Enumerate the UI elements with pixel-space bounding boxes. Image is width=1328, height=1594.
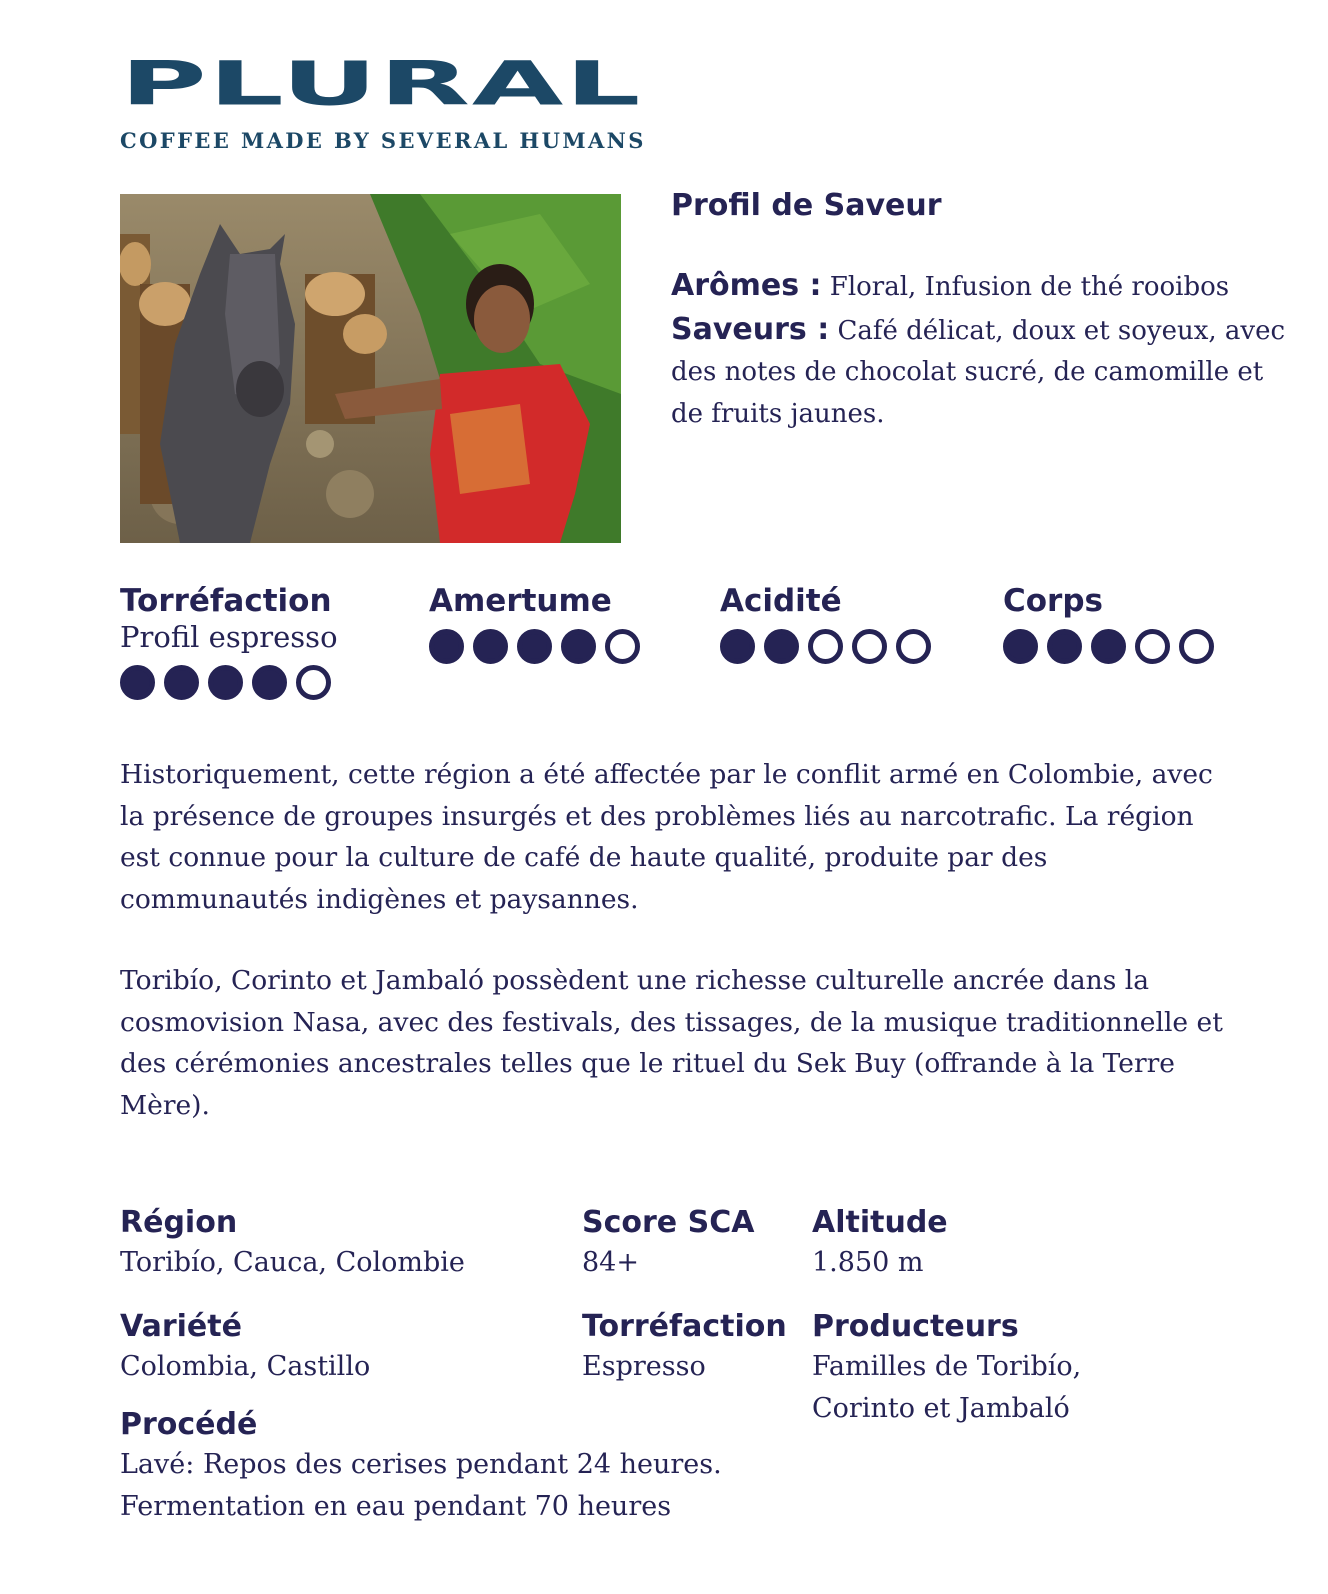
metric-roast-dots	[120, 665, 338, 700]
metric-roast-label: Torréfaction	[120, 583, 332, 619]
metric-roast	[120, 583, 338, 700]
rating-dot-empty	[896, 629, 931, 664]
spec-altitude	[812, 1204, 948, 1284]
rating-dot-empty	[808, 629, 843, 664]
metric-body-label: Corps	[1003, 583, 1103, 619]
spec-producers	[812, 1308, 1081, 1430]
flavors-value: Café délicat, doux et soyeux, avec des notes de chocolat sucré, de camomille et de fruits jaunes.	[671, 315, 1286, 429]
brand-logo	[120, 48, 646, 153]
metric-acidity	[720, 583, 931, 664]
spec-altitude-value: 1.850 m	[812, 1247, 924, 1278]
brand-tagline: COFFEE MADE BY SEVERAL HUMANS	[120, 128, 646, 153]
spec-region-value: Toribío, Cauca, Colombie	[120, 1247, 465, 1278]
metric-acidity-label: Acidité	[720, 583, 842, 619]
flavors-label: Saveurs :	[671, 311, 830, 347]
origin-photo-illustration	[120, 194, 621, 543]
rating-dot-empty	[296, 665, 331, 700]
rating-dot-filled	[429, 629, 464, 664]
spec-sca	[582, 1204, 754, 1284]
rating-dot-empty	[1135, 629, 1170, 664]
aromas-value: Floral, Infusion de thé rooibos	[829, 272, 1230, 302]
rating-dot-filled	[1003, 629, 1038, 664]
origin-photo	[120, 194, 621, 543]
metric-body	[1003, 583, 1214, 664]
rating-dot-filled	[720, 629, 755, 664]
rating-dot-filled	[517, 629, 552, 664]
description-paragraph-2: Toribío, Corinto et Jambaló possèdent une richesse culturelle ancrée dans la cosmovision Nasa, avec des festivals, des tissages, de la musique traditionnelle et des cérémonies ancestrales telles que le rituel du Sek Buy (offrande à la Terre Mère).	[120, 965, 1223, 1121]
brand-wordmark: PLURAL	[120, 48, 642, 120]
rating-dot-filled	[164, 665, 199, 700]
rating-dot-filled	[120, 665, 155, 700]
metric-bitterness	[429, 583, 640, 664]
flavor-profile-text	[671, 265, 1291, 435]
rating-dot-empty	[852, 629, 887, 664]
spec-process-value-line2: Fermentation en eau pendant 70 heures	[120, 1491, 672, 1522]
metric-roast-sublabel: Profil espresso	[120, 620, 338, 654]
rating-dot-empty	[1179, 629, 1214, 664]
metric-bitterness-label: Amertume	[429, 583, 612, 619]
spec-altitude-label: Altitude	[812, 1205, 948, 1240]
spec-sca-label: Score SCA	[582, 1205, 755, 1240]
rating-dot-empty	[605, 629, 640, 664]
spec-roast-label: Torréfaction	[582, 1309, 787, 1344]
spec-variety	[120, 1308, 370, 1388]
spec-region	[120, 1204, 465, 1284]
rating-dot-filled	[1091, 629, 1126, 664]
metric-acidity-dots	[720, 629, 931, 664]
metric-bitterness-dots	[429, 629, 640, 664]
rating-dot-filled	[1047, 629, 1082, 664]
metric-body-dots	[1003, 629, 1214, 664]
description-paragraph-1: Historiquement, cette région a été affectée par le conflit armé en Colombie, avec la présence de groupes insurgés et des problèmes liés au narcotrafic. La région est connue pour la culture de café de haute qualité, produite par des communautés indigènes et paysannes.	[120, 759, 1213, 915]
rating-dot-filled	[764, 629, 799, 664]
spec-process-value-line1: Lavé: Repos des cerises pendant 24 heures.	[120, 1449, 722, 1480]
spec-producers-value-line2: Corinto et Jambaló	[812, 1393, 1070, 1424]
rating-dot-filled	[561, 629, 596, 664]
spec-roast	[582, 1308, 787, 1388]
spec-region-label: Région	[120, 1205, 238, 1240]
aromas-label: Arômes :	[671, 268, 822, 303]
flavor-profile-title: Profil de Saveur	[671, 188, 942, 223]
spec-sca-value: 84+	[582, 1247, 639, 1278]
spec-roast-value: Espresso	[582, 1351, 706, 1382]
spec-variety-value: Colombia, Castillo	[120, 1351, 371, 1382]
spec-producers-value-line1: Familles de Toribío,	[812, 1351, 1082, 1382]
spec-process	[120, 1406, 722, 1528]
rating-dot-filled	[208, 665, 243, 700]
spec-process-label: Procédé	[120, 1407, 258, 1442]
spec-variety-label: Variété	[120, 1309, 242, 1344]
rating-dot-filled	[252, 665, 287, 700]
rating-dot-filled	[473, 629, 508, 664]
spec-producers-label: Producteurs	[812, 1309, 1019, 1344]
